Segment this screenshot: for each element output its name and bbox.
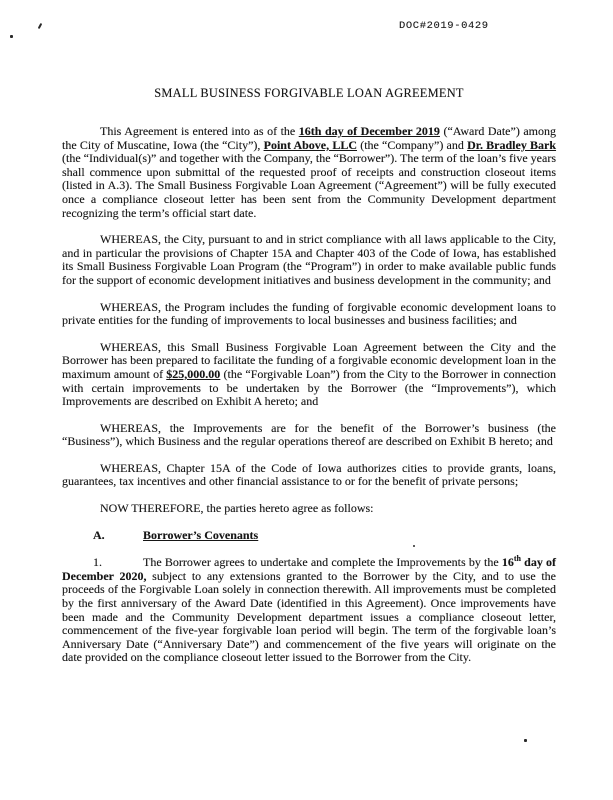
section-title: Borrower’s Covenants: [143, 527, 259, 542]
paragraph-whereas-chapter15a: WHEREAS, Chapter 15A of the Code of Iowa authorizes cities to provide grants, loans, guarantees, tax incentives and other financial assistance to or for the benefit of private persons;: [62, 460, 556, 489]
section-letter: A.: [93, 527, 105, 542]
section-heading-a: [62, 529, 556, 543]
paragraph-whereas-improvements: WHEREAS, the Improvements are for the benefit of the Borrower’s business (the “Business”), which Business and the regular operations thereof are described on Exhibit B hereto; and: [62, 420, 556, 449]
scan-artifact-dot: [10, 35, 13, 38]
paragraph-covenant-1: 1. The Borrower agrees to undertake and complete the Improvements by the 16th day of December 2020, subject to any extensions granted to the Borrower by the City, and to use the proceeds of the Forgivable Loan solely in connection therewith. All improvements must be completed by the first anniversary of the Award Date (identified in this Agreement). Once improvements have been made and the Community Development department issues a compliance closeout letter, commencement of the five-year forgivable loan period will begin. The term of the forgivable loan’s Anniversary Date (“Anniversary Date”) and commencement of the five years will originate on the date provided on the compliance closeout letter issued to the Borrower from the City.: [62, 554, 557, 665]
document-title: SMALL BUSINESS FORGIVABLE LOAN AGREEMENT: [154, 86, 464, 100]
paragraph-whereas-agreement: WHEREAS, this Small Business Forgivable Loan Agreement between the City and the Borrower has been prepared to facilitate the funding of a forgivable economic development loan in the maximum amount of $25,000.00 (the “Forgivable Loan”) from the City to the Borrower in connection with certain improvements to be undertaken by the Borrower (the “Improvements”), which Improvements are described on Exhibit A hereto; and: [62, 339, 556, 409]
paragraph-whereas-program: WHEREAS, the Program includes the funding of forgivable economic development loans to private entities for the funding of improvements to local businesses and business facilities; and: [62, 299, 556, 328]
paragraph-intro: This Agreement is entered into as of the 16th day of December 2019 (“Award Date”) among the City of Muscatine, Iowa (the “City”), Point Above, LLC (the “Company”) and Dr. Bradley Bark (the “Individual(s)” and together with the Company, the “Borrower”). The term of the loan’s five years shall commence upon submittal of the requested proof of receipts and construction closeout items (listed in A.3). The Small Business Forgivable Loan Agreement (“Agreement”) will be fully executed once a compliance closeout letter has been sent from the Community Development department recognizing the term’s official start date.: [62, 124, 557, 220]
scan-artifact-dot: [413, 545, 415, 547]
scan-artifact-dot: [524, 739, 527, 742]
scan-artifact-tick: [38, 23, 43, 29]
doc-number-stamp: DOC#2019-0429: [399, 20, 489, 32]
paragraph-now-therefore: NOW THEREFORE, the parties hereto agree as follows:: [100, 501, 374, 516]
paragraph-whereas-city: WHEREAS, the City, pursuant to and in strict compliance with all laws applicable to the City, and in particular the provisions of Chapter 15A and Chapter 403 of the Code of Iowa, has established its Small Business Forgivable Loan Program (the “Program”) in order to make available public funds for the support of economic development initiatives and business development in the community; and: [62, 232, 556, 287]
